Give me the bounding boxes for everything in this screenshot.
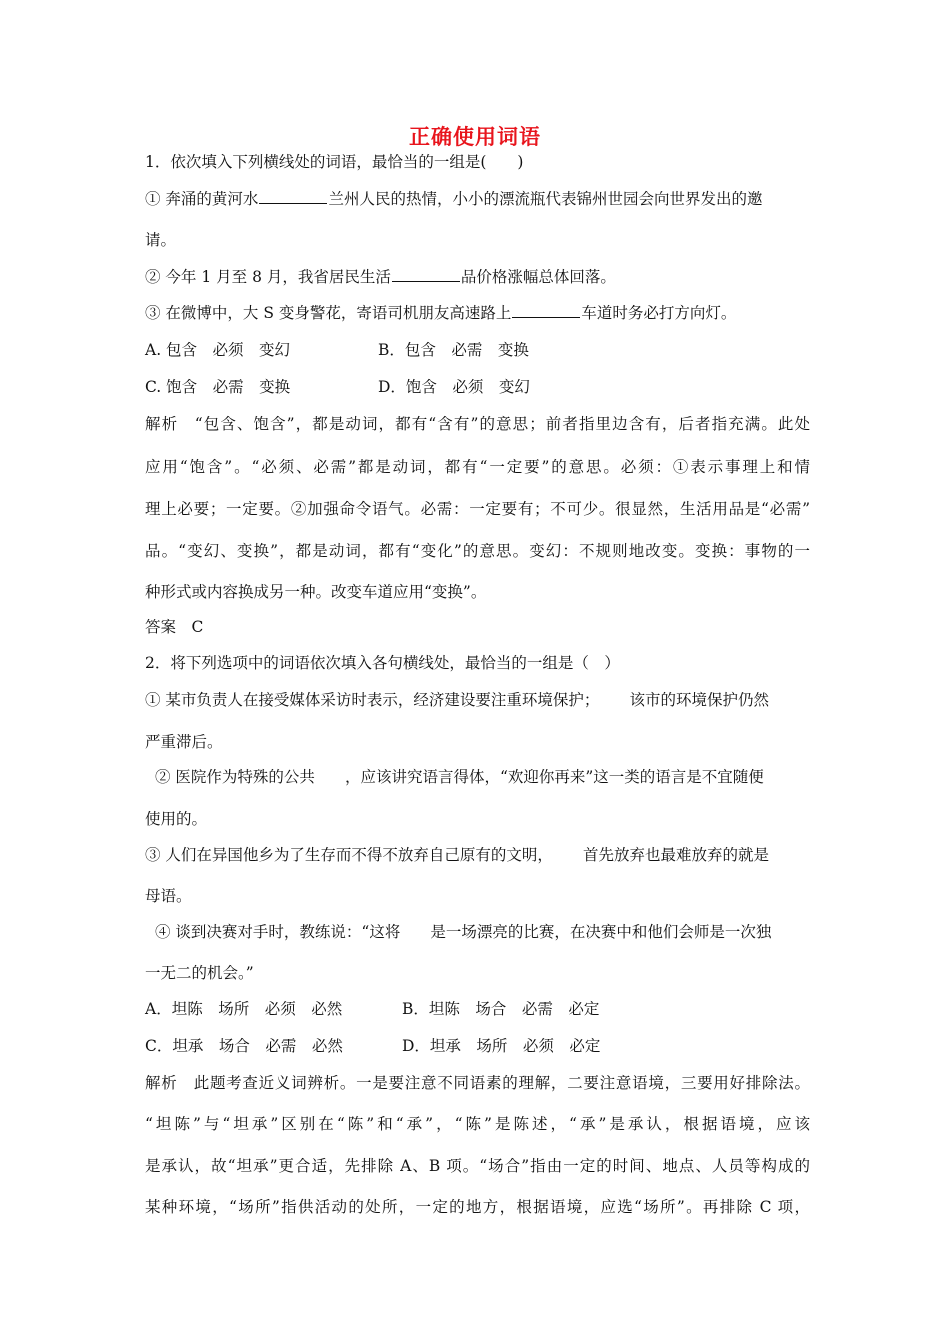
q1-explanation-line-1: 解析 “包含、饱含”，都是动词，都有“含有”的意思；前者指里边含有，后者指充满。此处 [145, 415, 810, 433]
q2-option-a: A．坦陈 场所 必须 必然 [145, 1000, 343, 1018]
q1-stem: 1．依次填入下列横线处的词语，最恰当的一组是( ) [145, 153, 524, 171]
q1-s2-part-b: 品价格涨幅总体回落。 [460, 268, 616, 286]
q1-option-c: C. 饱含 必需 变换 [145, 378, 291, 396]
q2-explanation-line-1: 解析 此题考查近义词辨析。一是要注意不同语素的理解，二要注意语境，三要用好排除法。 [145, 1074, 810, 1092]
q1-option-d: D．饱含 必须 变幻 [378, 378, 530, 396]
q2-s2-part-c: 使用的。 [145, 810, 208, 828]
q1-option-a: A. 包含 必须 变幻 [145, 341, 291, 359]
q2-option-c: C．坦承 场合 必需 必然 [145, 1037, 343, 1055]
q1-s1-part-c: 请。 [145, 231, 177, 249]
q2-s1-part-c: 严重滞后。 [145, 733, 223, 751]
q2-sentence-4 [155, 920, 820, 944]
q1-explanation-line-2: 应用“饱含”。“必须、必需”都是动词，都有“一定要”的意思。必须：①表示事理上和情 [145, 458, 810, 476]
blank-line [512, 316, 580, 318]
q2-s2-part-b: ，应该讲究语言得体，“欢迎你再来”这一类的语言是不宜随便 [344, 768, 764, 786]
q2-s1-part-a: ① 某市负责人在接受媒体采访时表示，经济建设要注重环境保护； [145, 691, 600, 709]
q2-explanation-line-3: 是承认，故“坦承”更合适，先排除 A、B 项。“场合”指由一定的时间、地点、人员等构成的 [145, 1157, 810, 1175]
q2-s2-part-a: ② 医院作为特殊的公共 [155, 768, 315, 786]
q2-s1-part-b: 该市的环境保护仍然 [629, 691, 769, 709]
q1-s3-part-a: ③ 在微博中，大 S 变身警花，寄语司机朋友高速路上 [145, 304, 512, 322]
q1-answer: 答案 C [145, 618, 204, 636]
q1-sentence-3 [145, 301, 810, 325]
q1-sentence-1 [145, 187, 810, 211]
q2-s3-part-a: ③ 人们在异国他乡为了生存而不得不放弃自己原有的文明， [145, 846, 553, 864]
q1-explanation-line-5: 种形式或内容换成另一种。改变车道应用“变换”。 [145, 583, 487, 601]
q1-explanation-line-4: 品。“变幻、变换”，都是动词，都有“变化”的意思。变幻：不规则地改变。变换：事物的一 [145, 542, 810, 560]
q1-s1-part-b: 兰州人民的热情，小小的漂流瓶代表锦州世园会向世界发出的邀 [328, 190, 763, 208]
q2-s3-part-b: 首先放弃也最难放弃的就是 [582, 846, 769, 864]
q2-s3-part-c: 母语。 [145, 887, 192, 905]
q2-option-b: B．坦陈 场合 必需 必定 [402, 1000, 600, 1018]
blank-line [259, 202, 327, 204]
q2-s4-part-b: 是一场漂亮的比赛，在决赛中和他们会师是一次独 [430, 923, 772, 941]
q2-option-d: D．坦承 场所 必须 必定 [402, 1037, 601, 1055]
q2-sentence-2 [155, 765, 820, 789]
q1-option-b: B．包含 必需 变换 [378, 341, 529, 359]
q2-sentence-1 [145, 688, 810, 712]
q1-explanation-line-3: 理上必要；一定要。②加强命令语气。必需：一定要有；不可少。很显然，生活用品是“必需” [145, 500, 810, 518]
q1-s2-part-a: ② 今年 1 月至 8 月，我省居民生活 [145, 268, 391, 286]
q2-explanation-line-4: 某种环境，“场所”指供活动的处所，一定的地方，根据语境，应选“场所”。再排除 C 项， [145, 1198, 810, 1216]
page-title: 正确使用词语 [409, 124, 541, 149]
q2-stem: 2．将下列选项中的词语依次填入各句横线处，最恰当的一组是（ ） [145, 654, 620, 672]
blank-line [392, 280, 460, 282]
q2-explanation-line-2: “坦陈”与“坦承”区别在“陈”和“承”，“陈”是陈述，“承”是承认，根据语境，应该 [145, 1115, 810, 1133]
q2-sentence-3 [145, 843, 810, 867]
q1-sentence-2 [145, 265, 810, 289]
q1-s3-part-b: 车道时务必打方向灯。 [581, 304, 737, 322]
q1-s1-part-a: ① 奔涌的黄河水 [145, 190, 259, 208]
q2-s4-part-a: ④ 谈到决赛对手时，教练说：“这将 [155, 923, 401, 941]
q2-s4-part-c: 一无二的机会。” [145, 964, 254, 982]
